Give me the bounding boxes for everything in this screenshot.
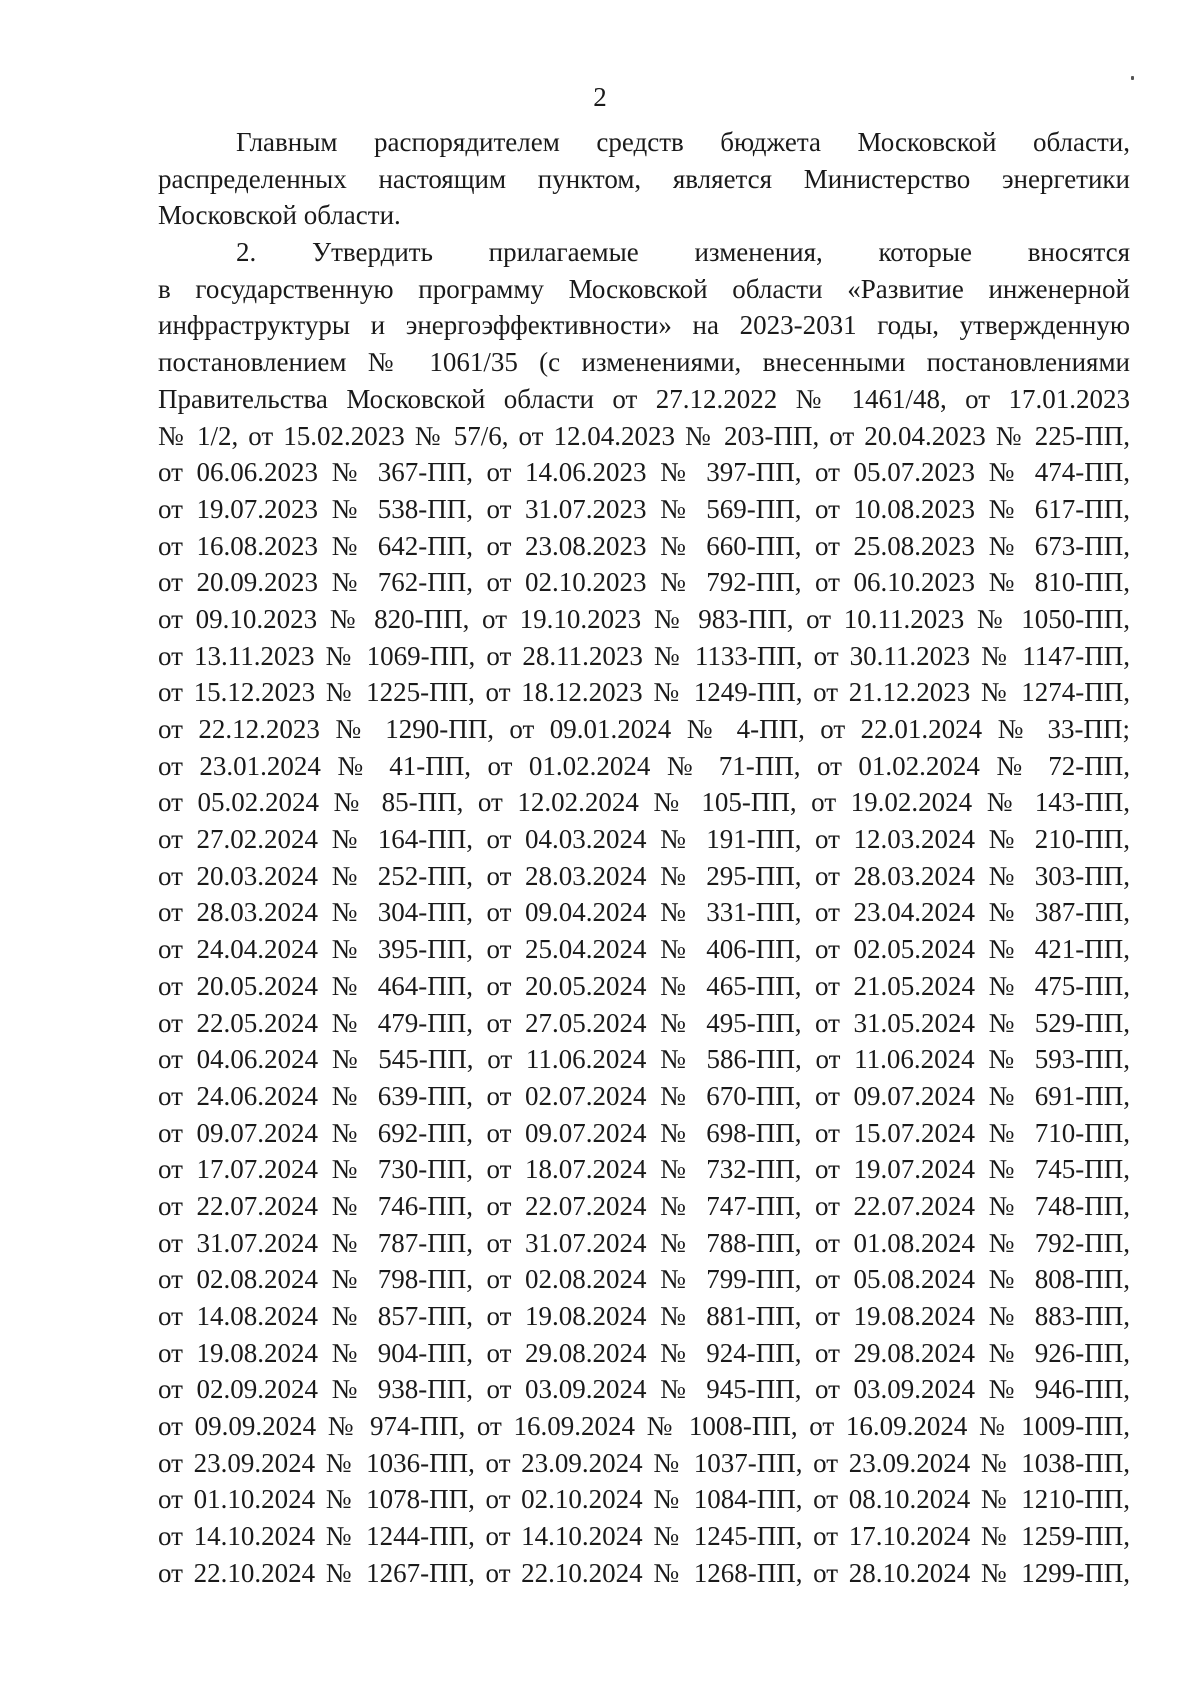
text-line: от 31.07.2024 № 787-ПП, от 31.07.2024 № 788-ПП, от 01.08.2024 № 792-ПП, — [158, 1227, 1130, 1258]
scan-speck — [1131, 76, 1134, 80]
document-body — [158, 124, 1130, 1592]
text-line: от 28.03.2024 № 304-ПП, от 09.04.2024 № 331-ПП, от 23.04.2024 № 387-ПП, — [158, 897, 1130, 928]
text-line: от 02.08.2024 № 798-ПП, от 02.08.2024 № 799-ПП, от 05.08.2024 № 808-ПП, — [158, 1264, 1130, 1295]
text-line: от 24.06.2024 № 639-ПП, от 02.07.2024 № 670-ПП, от 09.07.2024 № 691-ПП, — [158, 1080, 1130, 1111]
text-line: от 02.09.2024 № 938-ПП, от 03.09.2024 № 945-ПП, от 03.09.2024 № 946-ПП, — [158, 1374, 1130, 1405]
text-line: Московской области. — [158, 200, 401, 231]
text-line: от 22.12.2023 № 1290-ПП, от 09.01.2024 № 4-ПП, от 22.01.2024 № 33-ПП; — [158, 714, 1130, 744]
text-line: от 27.02.2024 № 164-ПП, от 04.03.2024 № 191-ПП, от 12.03.2024 № 210-ПП, — [158, 824, 1130, 855]
text-line: в государственную программу Московской области «Развитие инженерной — [158, 273, 1130, 304]
text-line: от 22.05.2024 № 479-ПП, от 27.05.2024 № 495-ПП, от 31.05.2024 № 529-ПП, — [158, 1007, 1130, 1038]
text-line: от 09.07.2024 № 692-ПП, от 09.07.2024 № 698-ПП, от 15.07.2024 № 710-ПП, — [158, 1117, 1130, 1148]
text-line: от 20.09.2023 № 762-ПП, от 02.10.2023 № 792-ПП, от 06.10.2023 № 810-ПП, — [158, 567, 1130, 598]
text-line: от 14.08.2024 № 857-ПП, от 19.08.2024 № 881-ПП, от 19.08.2024 № 883-ПП, — [158, 1301, 1130, 1331]
text-line: постановлением № 1061/35 (с изменениями, внесенными постановлениями — [158, 347, 1130, 378]
text-line: от 04.06.2024 № 545-ПП, от 11.06.2024 № 586-ПП, от 11.06.2024 № 593-ПП, — [158, 1044, 1130, 1075]
text-line: от 23.01.2024 № 41-ПП, от 01.02.2024 № 71-ПП, от 01.02.2024 № 72-ПП, — [158, 750, 1130, 781]
text-line: от 22.10.2024 № 1267-ПП, от 22.10.2024 № 1268-ПП, от 28.10.2024 № 1299-ПП, — [158, 1557, 1130, 1588]
text-line: от 16.08.2023 № 642-ПП, от 23.08.2023 № 660-ПП, от 25.08.2023 № 673-ПП, — [158, 530, 1130, 561]
text-line: распределенных настоящим пунктом, является Министерство энергетики — [158, 163, 1130, 194]
text-line: от 05.02.2024 № 85-ПП, от 12.02.2024 № 105-ПП, от 19.02.2024 № 143-ПП, — [158, 787, 1130, 818]
text-line: от 22.07.2024 № 746-ПП, от 22.07.2024 № 747-ПП, от 22.07.2024 № 748-ПП, — [158, 1190, 1130, 1221]
text-line: от 24.04.2024 № 395-ПП, от 25.04.2024 № 406-ПП, от 02.05.2024 № 421-ПП, — [158, 934, 1130, 965]
text-line: от 20.03.2024 № 252-ПП, от 28.03.2024 № 295-ПП, от 28.03.2024 № 303-ПП, — [158, 860, 1130, 891]
text-line: от 19.08.2024 № 904-ПП, от 29.08.2024 № 924-ПП, от 29.08.2024 № 926-ПП, — [158, 1337, 1130, 1368]
text-line: от 09.09.2024 № 974-ПП, от 16.09.2024 № 1008-ПП, от 16.09.2024 № 1009-ПП, — [158, 1411, 1130, 1442]
text-line: № 1/2, от 15.02.2023 № 57/6, от 12.04.2023 № 203-ПП, от 20.04.2023 № 225-ПП, — [158, 420, 1130, 451]
text-line: от 09.10.2023 № 820-ПП, от 19.10.2023 № 983-ПП, от 10.11.2023 № 1050-ПП, — [158, 603, 1130, 634]
text-line: Правительства Московской области от 27.12.2022 № 1461/48, от 17.01.2023 — [158, 383, 1130, 414]
text-line: от 06.06.2023 № 367-ПП, от 14.06.2023 № 397-ПП, от 05.07.2023 № 474-ПП, — [158, 457, 1130, 488]
paragraph-1 — [158, 124, 1130, 234]
paragraph-2 — [158, 234, 1130, 1591]
text-line: от 23.09.2024 № 1036-ПП, от 23.09.2024 № 1037-ПП, от 23.09.2024 № 1038-ПП, — [158, 1447, 1130, 1478]
text-line: от 14.10.2024 № 1244-ПП, от 14.10.2024 № 1245-ПП, от 17.10.2024 № 1259-ПП, — [158, 1521, 1130, 1552]
text-line: от 17.07.2024 № 730-ПП, от 18.07.2024 № 732-ПП, от 19.07.2024 № 745-ПП, — [158, 1154, 1130, 1185]
text-line: 2. Утвердить прилагаемые изменения, которые вносятся — [236, 237, 1130, 268]
text-line: от 13.11.2023 № 1069-ПП, от 28.11.2023 № 1133-ПП, от 30.11.2023 № 1147-ПП, — [158, 640, 1130, 671]
text-line: от 20.05.2024 № 464-ПП, от 20.05.2024 № 465-ПП, от 21.05.2024 № 475-ПП, — [158, 970, 1130, 1001]
text-line: от 15.12.2023 № 1225-ПП, от 18.12.2023 № 1249-ПП, от 21.12.2023 № 1274-ПП, — [158, 677, 1130, 708]
text-line: от 19.07.2023 № 538-ПП, от 31.07.2023 № 569-ПП, от 10.08.2023 № 617-ПП, — [158, 493, 1130, 524]
text-line: от 01.10.2024 № 1078-ПП, от 02.10.2024 № 1084-ПП, от 08.10.2024 № 1210-ПП, — [158, 1484, 1130, 1515]
text-line: инфраструктуры и энергоэффективности» на 2023-2031 годы, утвержденную — [158, 310, 1130, 341]
text-line: Главным распорядителем средств бюджета Московской области, — [236, 127, 1130, 157]
page-number: 2 — [593, 82, 607, 112]
